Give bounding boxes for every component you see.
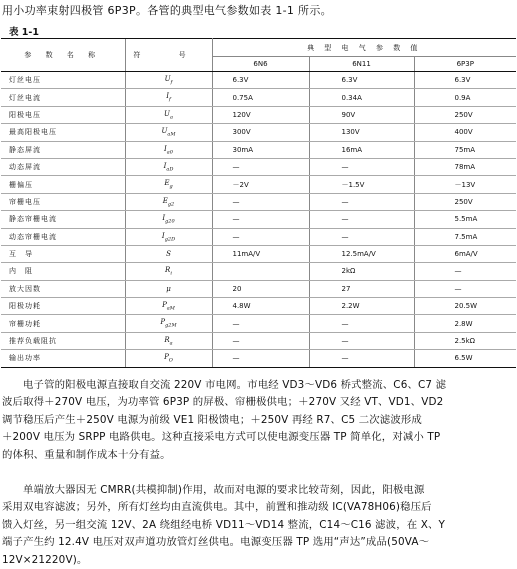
- param-name-cell: 灯丝电压: [1, 72, 125, 89]
- param-name-cell: 输出功率: [1, 350, 125, 367]
- symbol-cell: μ: [125, 280, 212, 297]
- value-6n6-cell: —: [212, 350, 309, 367]
- value-6n11-cell: 16mA: [309, 141, 414, 158]
- table-row: [1, 141, 516, 158]
- param-name-cell: 动态屏流: [1, 158, 125, 175]
- value-6p3p-cell: —: [414, 263, 516, 280]
- parameter-table-container: [0, 38, 517, 368]
- symbol-cell: $U_f$: [125, 72, 212, 89]
- value-6n11-cell: —: [309, 315, 414, 332]
- table-row: [1, 211, 516, 228]
- value-6n6-cell: 30mA: [212, 141, 309, 158]
- param-name-cell: 栅偏压: [1, 176, 125, 193]
- value-6n6-cell: —: [212, 228, 309, 245]
- table-row: [1, 245, 516, 262]
- value-6n11-cell: —: [309, 211, 414, 228]
- value-6n6-cell: 4.8W: [212, 298, 309, 315]
- intro-sentence: 用小功率束射四极管 6P3P。各管的典型电气参数如表 1-1 所示。: [2, 4, 332, 17]
- value-6p3p-cell: 5.5mA: [414, 211, 516, 228]
- value-6n6-cell: 300V: [212, 124, 309, 141]
- paragraph-line: 电子管的阳极电源直接取自交流 220V 市电网。市电经 VD3～VD6 桥式整流、C6、C7 滤: [23, 379, 447, 391]
- param-name-cell: 灯丝电流: [1, 89, 125, 106]
- param-name-cell: 动态帘栅电流: [1, 228, 125, 245]
- value-6p3p-cell: 0.9A: [414, 89, 516, 106]
- param-name-cell: 放大因数: [1, 280, 125, 297]
- param-name-cell: 最高阳极电压: [1, 124, 125, 141]
- paragraph-line: 采用双电容滤波；另外，所有灯丝均由直流供电。其中，前置和推动级 IC(VA78H06)稳压后: [2, 501, 432, 514]
- value-6n11-cell: 2.2W: [309, 298, 414, 315]
- param-name-cell: 内 阻: [1, 263, 125, 280]
- param-name-cell: 阳极电压: [1, 106, 125, 123]
- table-label: 表 1-1: [9, 27, 39, 38]
- symbol-cell: $R_a$: [125, 332, 212, 349]
- value-6p3p-cell: 2.8W: [414, 315, 516, 332]
- param-name-cell: 帘栅电压: [1, 193, 125, 210]
- value-6p3p-cell: 6mA/V: [414, 245, 516, 262]
- table-row: [1, 332, 516, 349]
- value-6n11-cell: —: [309, 193, 414, 210]
- paragraph-filament-supply: [2, 482, 515, 569]
- parameter-table: [1, 38, 516, 368]
- value-6p3p-cell: －13V: [414, 176, 516, 193]
- paragraph-line: 调节稳压后产生＋250V 电源为前级 VE1 阳极馈电；＋250V 再经 R7、C5 二次滤波形成: [2, 413, 422, 426]
- table-row: [1, 176, 516, 193]
- symbol-cell: $I_{g2D}$: [125, 228, 212, 245]
- value-6p3p-cell: —: [414, 280, 516, 297]
- value-6p3p-cell: 6.3V: [414, 72, 516, 89]
- value-6p3p-cell: 2.5kΩ: [414, 332, 516, 349]
- header-symbol: 符 号: [125, 39, 212, 72]
- symbol-cell: $U_a$: [125, 106, 212, 123]
- symbol-cell: S: [125, 245, 212, 262]
- symbol-cell: $P_O$: [125, 350, 212, 367]
- value-6p3p-cell: 6.5W: [414, 350, 516, 367]
- value-6n6-cell: 120V: [212, 106, 309, 123]
- value-6n6-cell: —: [212, 193, 309, 210]
- table-row: [1, 72, 516, 89]
- value-6n6-cell: －2V: [212, 176, 309, 193]
- value-6n11-cell: －1.5V: [309, 176, 414, 193]
- symbol-cell: $P_{g2M}$: [125, 315, 212, 332]
- paragraph-line: 单端放大器因无 CMRR(共模抑制)作用，故而对电源的要求比较苛刻，因此，阳极电源: [23, 484, 425, 496]
- table-row: [1, 280, 516, 297]
- value-6p3p-cell: 400V: [414, 124, 516, 141]
- paragraph-line: 波后取得＋270V 电压，为功率管 6P3P 的屏极、帘栅极供电；＋270V 又经 VT、VD1、VD2: [2, 396, 444, 409]
- value-6n11-cell: —: [309, 350, 414, 367]
- symbol-cell: $I_{a0}$: [125, 141, 212, 158]
- value-6n6-cell: 20: [212, 280, 309, 297]
- value-6p3p-cell: 20.5W: [414, 298, 516, 315]
- value-6p3p-cell: 78mA: [414, 158, 516, 175]
- table-row: [1, 263, 516, 280]
- symbol-cell: $I_f$: [125, 89, 212, 106]
- symbol-cell: $E_{g2}$: [125, 193, 212, 210]
- value-6n11-cell: 12.5mA/V: [309, 245, 414, 262]
- header-tube-6n11: 6N11: [309, 57, 414, 72]
- value-6n11-cell: —: [309, 158, 414, 175]
- table-row: [1, 106, 516, 123]
- header-typical-values: 典 型 电 气 参 数 值: [212, 39, 516, 57]
- param-name-cell: 静态屏流: [1, 141, 125, 158]
- symbol-cell: $E_g$: [125, 176, 212, 193]
- table-row: [1, 193, 516, 210]
- table-row: [1, 89, 516, 106]
- value-6n11-cell: —: [309, 332, 414, 349]
- paragraph-line: 端子产生约 12.4V 电压对双声道功放管灯丝供电。电源变压器 TP 选用“声达”成品(50VA～: [2, 536, 430, 549]
- symbol-cell: $I_{aD}$: [125, 158, 212, 175]
- param-name-cell: 帘栅功耗: [1, 315, 125, 332]
- paragraph-line: 馈入灯丝，另一组交流 12V、2A 绕组经电桥 VD11～VD14 整流，C14～C16 滤波，在 X、Y: [2, 518, 446, 531]
- symbol-cell: $P_{aM}$: [125, 298, 212, 315]
- value-6n11-cell: 2kΩ: [309, 263, 414, 280]
- paragraph-line: 的体积、重量和制作成本十分有益。: [2, 448, 171, 461]
- value-6n6-cell: 11mA/V: [212, 245, 309, 262]
- value-6n6-cell: —: [212, 332, 309, 349]
- table-row: [1, 228, 516, 245]
- param-name-cell: 静态帘栅电流: [1, 211, 125, 228]
- table-row: [1, 158, 516, 175]
- value-6n6-cell: —: [212, 315, 309, 332]
- value-6n6-cell: [212, 263, 309, 280]
- value-6n11-cell: 90V: [309, 106, 414, 123]
- param-name-cell: 阳极功耗: [1, 298, 125, 315]
- table-body: [1, 72, 516, 368]
- param-name-cell: 推荐负载阻抗: [1, 332, 125, 349]
- paragraph-power-supply: [2, 377, 515, 464]
- value-6n11-cell: 27: [309, 280, 414, 297]
- value-6n6-cell: 0.75A: [212, 89, 309, 106]
- table-row: [1, 298, 516, 315]
- table-row: [1, 350, 516, 367]
- symbol-cell: $U_{aM}$: [125, 124, 212, 141]
- header-tube-6n6: 6N6: [212, 57, 309, 72]
- value-6p3p-cell: 75mA: [414, 141, 516, 158]
- value-6n11-cell: —: [309, 228, 414, 245]
- symbol-cell: $I_{g20}$: [125, 211, 212, 228]
- value-6n6-cell: —: [212, 158, 309, 175]
- value-6p3p-cell: 250V: [414, 193, 516, 210]
- paragraph-line: 12V×21220V)。: [2, 553, 88, 566]
- param-name-cell: 互 导: [1, 245, 125, 262]
- value-6n6-cell: —: [212, 211, 309, 228]
- paragraph-line: ＋200V 电压为 SRPP 电路供电。这种直接采电方式可以使电源变压器 TP 简单化，对减小 TP: [2, 431, 441, 444]
- header-param-name: 参 数 名 称: [1, 39, 125, 72]
- header-tube-6p3p: 6P3P: [414, 57, 516, 72]
- value-6n11-cell: 130V: [309, 124, 414, 141]
- value-6n11-cell: 6.3V: [309, 72, 414, 89]
- table-row: [1, 124, 516, 141]
- table-row: [1, 315, 516, 332]
- value-6p3p-cell: 7.5mA: [414, 228, 516, 245]
- value-6n11-cell: 0.34A: [309, 89, 414, 106]
- value-6n6-cell: 6.3V: [212, 72, 309, 89]
- symbol-cell: $R_i$: [125, 263, 212, 280]
- value-6p3p-cell: 250V: [414, 106, 516, 123]
